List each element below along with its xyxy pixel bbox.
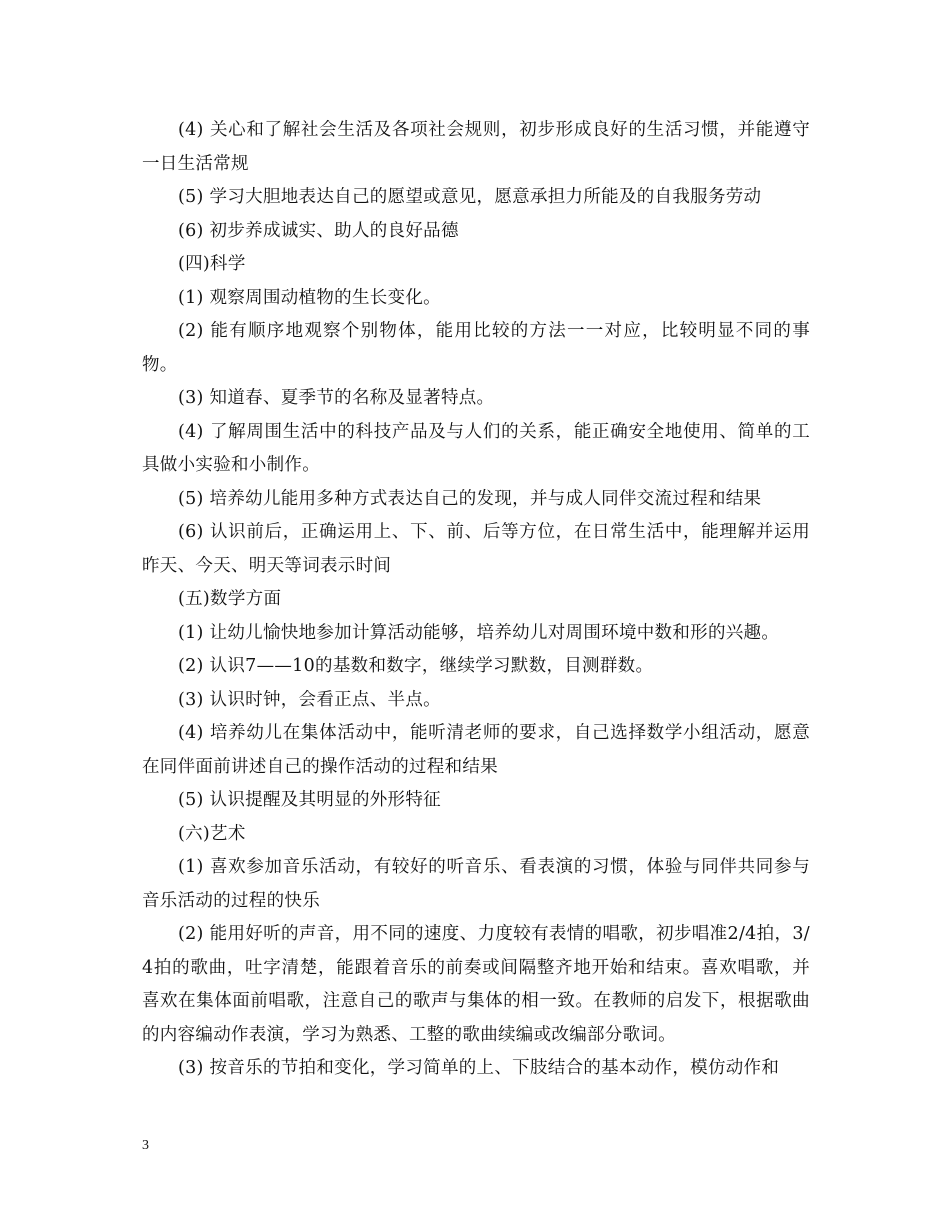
paragraph: (4) 了解周围生活中的科技产品及与人们的关系，能正确安全地使用、简单的工具做小实验和小制作。	[142, 421, 810, 475]
section-heading: (六)艺术	[178, 823, 246, 844]
paragraph: (5) 学习大胆地表达自己的愿望或意见，愿意承担力所能及的自我服务劳动	[178, 187, 762, 207]
section-heading: (四)科学	[178, 254, 246, 274]
paragraph: (5) 培养幼儿能用多种方式表达自己的发现，并与成人同伴交流过程和结果	[178, 488, 762, 509]
paragraph: (2) 能用好听的声音，用不同的速度、力度较有表情的唱歌，初步唱准2/4拍，3/4拍的歌曲，吐字清楚，能跟着音乐的前奏或间隔整齐地开始和结束。喜欢唱歌，并喜欢在集体面前唱歌，注意自己的歌声与集体的相一致。在教师的启发下，根据歌曲的内容编动作表演，学习为熟悉、工整的歌曲续编或改编部分歌词。	[142, 924, 810, 1045]
page-number: 3	[142, 1138, 149, 1153]
paragraph: (1) 观察周围动植物的生长变化。	[178, 287, 441, 308]
paragraph: (4) 培养幼儿在集体活动中，能听清老师的要求，自己选择数学小组活动，愿意在同伴面前讲述自己的操作活动的过程和结果	[142, 723, 810, 777]
paragraph: (1) 让幼儿愉快地参加计算活动能够，培养幼儿对周围环境中数和形的兴趣。	[178, 622, 780, 643]
paragraph: (4) 关心和了解社会生活及各项社会规则，初步形成良好的生活习惯，并能遵守一日生活常规	[142, 120, 810, 174]
paragraph: (6) 认识前后，正确运用上、下、前、后等方位，在日常生活中，能理解并运用昨天、今天、明天等词表示时间	[142, 522, 810, 576]
paragraph: (2) 能有顺序地观察个别物体，能用比较的方法一一对应，比较明显不同的事物。	[142, 321, 810, 375]
paragraph: (6) 初步养成诚实、助人的良好品德	[178, 220, 459, 241]
paragraph: (3) 按音乐的节拍和变化，学习简单的上、下肢结合的基本动作，模仿动作和	[178, 1058, 780, 1078]
paragraph: (1) 喜欢参加音乐活动，有较好的听音乐、看表演的习惯，体验与同伴共同参与音乐活动的过程的快乐	[142, 857, 810, 911]
paragraph: (5) 认识提醒及其明显的外形特征	[178, 790, 441, 810]
paragraph: (3) 认识时钟，会看正点、半点。	[178, 689, 441, 710]
body-text	[142, 114, 810, 1086]
paragraph: (2) 认识7——10的基数和数字，继续学习默数，目测群数。	[178, 656, 654, 676]
section-heading: (五)数学方面	[178, 589, 282, 609]
paragraph: (3) 知道春、夏季节的名称及显著特点。	[178, 388, 495, 408]
